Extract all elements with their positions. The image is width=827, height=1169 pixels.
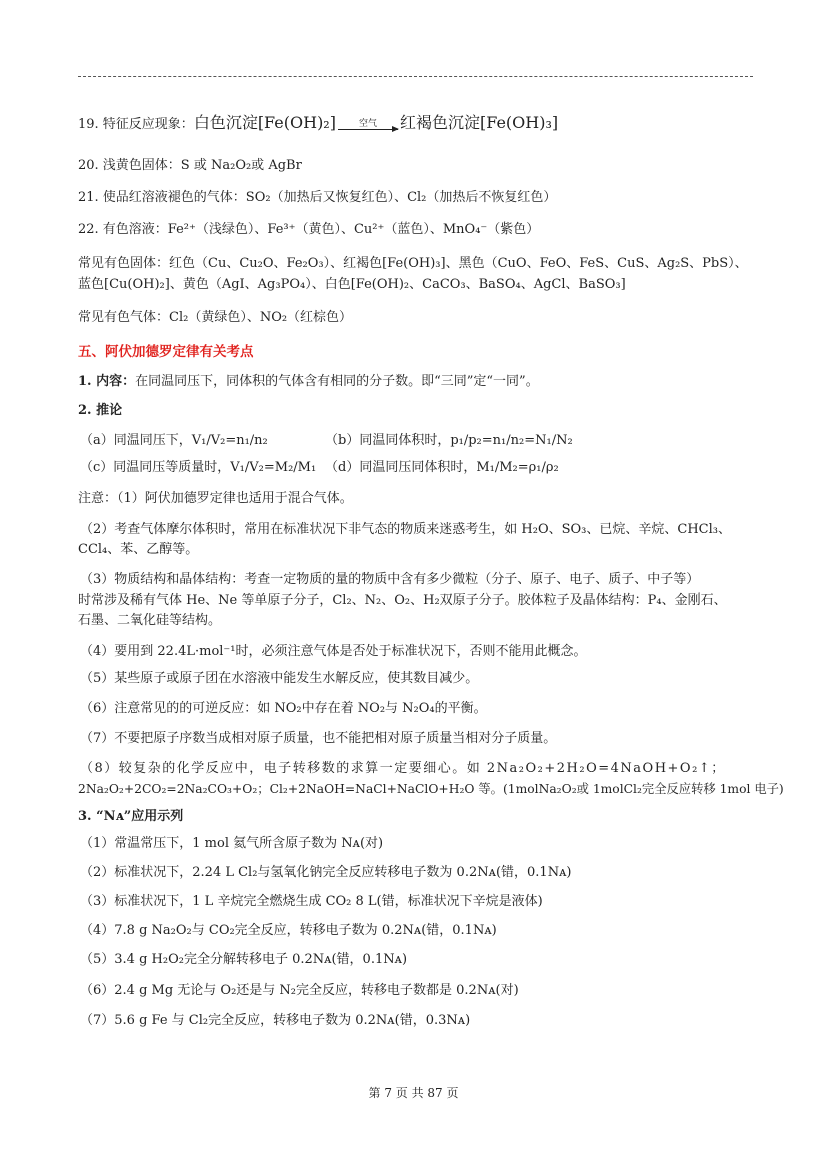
note-3-cont: 时常涉及稀有气体 He、Ne 等单原子分子，Cl₂、N₂、O₂、H₂双原子分子。胶体粒子及晶体结构：P₄、金刚石、 — [78, 593, 727, 608]
colored-solids-line: 常见有色固体：红色（Cu、Cu₂O、Fe₂O₃）、红褐色[Fe(OH)₃]、黑色（CuO、FeO、FeS、CuS、Ag₂S、PbS）、 — [78, 256, 748, 271]
content-text: 在同温同压下，同体积的气体含有相同的分子数。即“三同”定“一同”。 — [135, 374, 539, 389]
note-2-cont: CCl₄、苯、乙醇等。 — [78, 542, 199, 557]
example-item: （1）常温常压下，1 mol 氦气所含原子数为 Nᴀ(对) — [80, 836, 384, 851]
na-heading: 3. “Nᴀ”应用示列 — [78, 809, 184, 824]
product: 红褐色沉淀[Fe(OH)₃] — [399, 113, 559, 132]
example-item: （4）7.8 g Na₂O₂与 CO₂完全反应，转移电子数为 0.2Nᴀ(错，0.1Nᴀ) — [80, 923, 497, 938]
note-5: （5）某些原子或原子团在水溶液中能发生水解反应，使其数目减少。 — [80, 671, 479, 686]
content-label: 1. 内容： — [78, 374, 136, 389]
note-6: （6）注意常见的的可逆反应：如 NO₂中存在着 NO₂与 N₂O₄的平衡。 — [80, 701, 487, 716]
note-4: （4）要用到 22.4L·mol⁻¹时，必须注意气体是否处于标准状况下，否则不能用此概念。 — [80, 644, 587, 659]
inference-a: （a）同温同压下，V₁/V₂=n₁/n₂ — [80, 433, 268, 448]
page-footer: 第 7 页 共 87 页 — [368, 1086, 459, 1100]
item-label: 19. 特征反应现象： — [78, 117, 194, 132]
note-3: （3）物质结构和晶体结构：考查一定物质的量的物质中含有多少微粒（分子、原子、电子、质子、中子等） — [80, 572, 700, 587]
arrow-label: 空气 — [358, 119, 377, 129]
arrow-icon — [338, 119, 398, 130]
example-item: （6）2.4 g Mg 无论与 O₂还是与 N₂完全反应，转移电子数都是 0.2Nᴀ(对) — [80, 983, 519, 998]
note-1: 注意：（1）阿伏加德罗定律也适用于混合气体。 — [78, 491, 353, 506]
note-3-cont: 石墨、二氧化硅等结构。 — [78, 613, 222, 628]
item-20: 20. 浅黄色固体：S 或 Na₂O₂或 AgBr — [78, 158, 302, 173]
example-item: （7）5.6 g Fe 与 Cl₂完全反应，转移电子数为 0.2Nᴀ(错，0.3Nᴀ) — [80, 1013, 471, 1028]
inference-heading: 2. 推论 — [78, 403, 123, 418]
inference-c: （c）同温同压等质量时，V₁/V₂=M₂/M₁ — [80, 460, 317, 475]
colored-solids-line: 蓝色[Cu(OH)₂]、黄色（AgI、Ag₃PO₄）、白色[Fe(OH)₂、CaCO₃、BaSO₄、AgCl、BaSO₃] — [78, 277, 626, 292]
section-title: 五、阿伏加德罗定律有关考点 — [78, 344, 254, 360]
note-8: （8）较复杂的化学反应中，电子转移数的求算一定要细心。如 2Na₂O₂+2H₂O=4NaOH+O₂↑； — [80, 761, 726, 776]
inference-d: （d）同温同压同体积时，M₁/M₂=ρ₁/ρ₂ — [325, 460, 559, 475]
note-2: （2）考查气体摩尔体积时，常用在标准状况下非气态的物质来迷惑考生，如 H₂O、SO₃、已烷、辛烷、CHCl₃、 — [80, 522, 731, 537]
item-19 — [78, 114, 558, 134]
example-item: （2）标准状况下，2.24 L Cl₂与氢氧化钠完全反应转移电子数为 0.2Nᴀ(错，0.1Nᴀ) — [80, 865, 572, 880]
item-21: 21. 使品红溶液褪色的气体：SO₂（加热后又恢复红色）、Cl₂（加热后不恢复红色） — [78, 190, 557, 205]
note-7: （7）不要把原子序数当成相对原子质量，也不能把相对原子质量当相对分子质量。 — [80, 731, 557, 746]
item-22: 22. 有色溶液：Fe²⁺（浅绿色）、Fe³⁺（黄色）、Cu²⁺（蓝色）、MnO₄⁻（紫色） — [78, 222, 540, 237]
note-8-cont: 2Na₂O₂+2CO₂=2Na₂CO₃+O₂；Cl₂+2NaOH=NaCl+NaClO+H₂O 等。(1molNa₂O₂或 1molCl₂完全反应转移 1mol 电子) — [78, 782, 784, 796]
content-para — [78, 373, 539, 391]
example-item: （5）3.4 g H₂O₂完全分解转移电子 0.2Nᴀ(错，0.1Nᴀ) — [80, 952, 408, 967]
colored-gases: 常见有色气体：Cl₂（黄绿色）、NO₂（红棕色） — [78, 310, 353, 325]
header-divider — [78, 76, 753, 77]
example-item: （3）标准状况下，1 L 辛烷完全燃烧生成 CO₂ 8 L(错，标准状况下辛烷是液体) — [80, 894, 543, 909]
inference-b: （b）同温同体积时，p₁/p₂=n₁/n₂=N₁/N₂ — [325, 433, 573, 448]
reactant: 白色沉淀[Fe(OH)₂] — [193, 113, 336, 132]
